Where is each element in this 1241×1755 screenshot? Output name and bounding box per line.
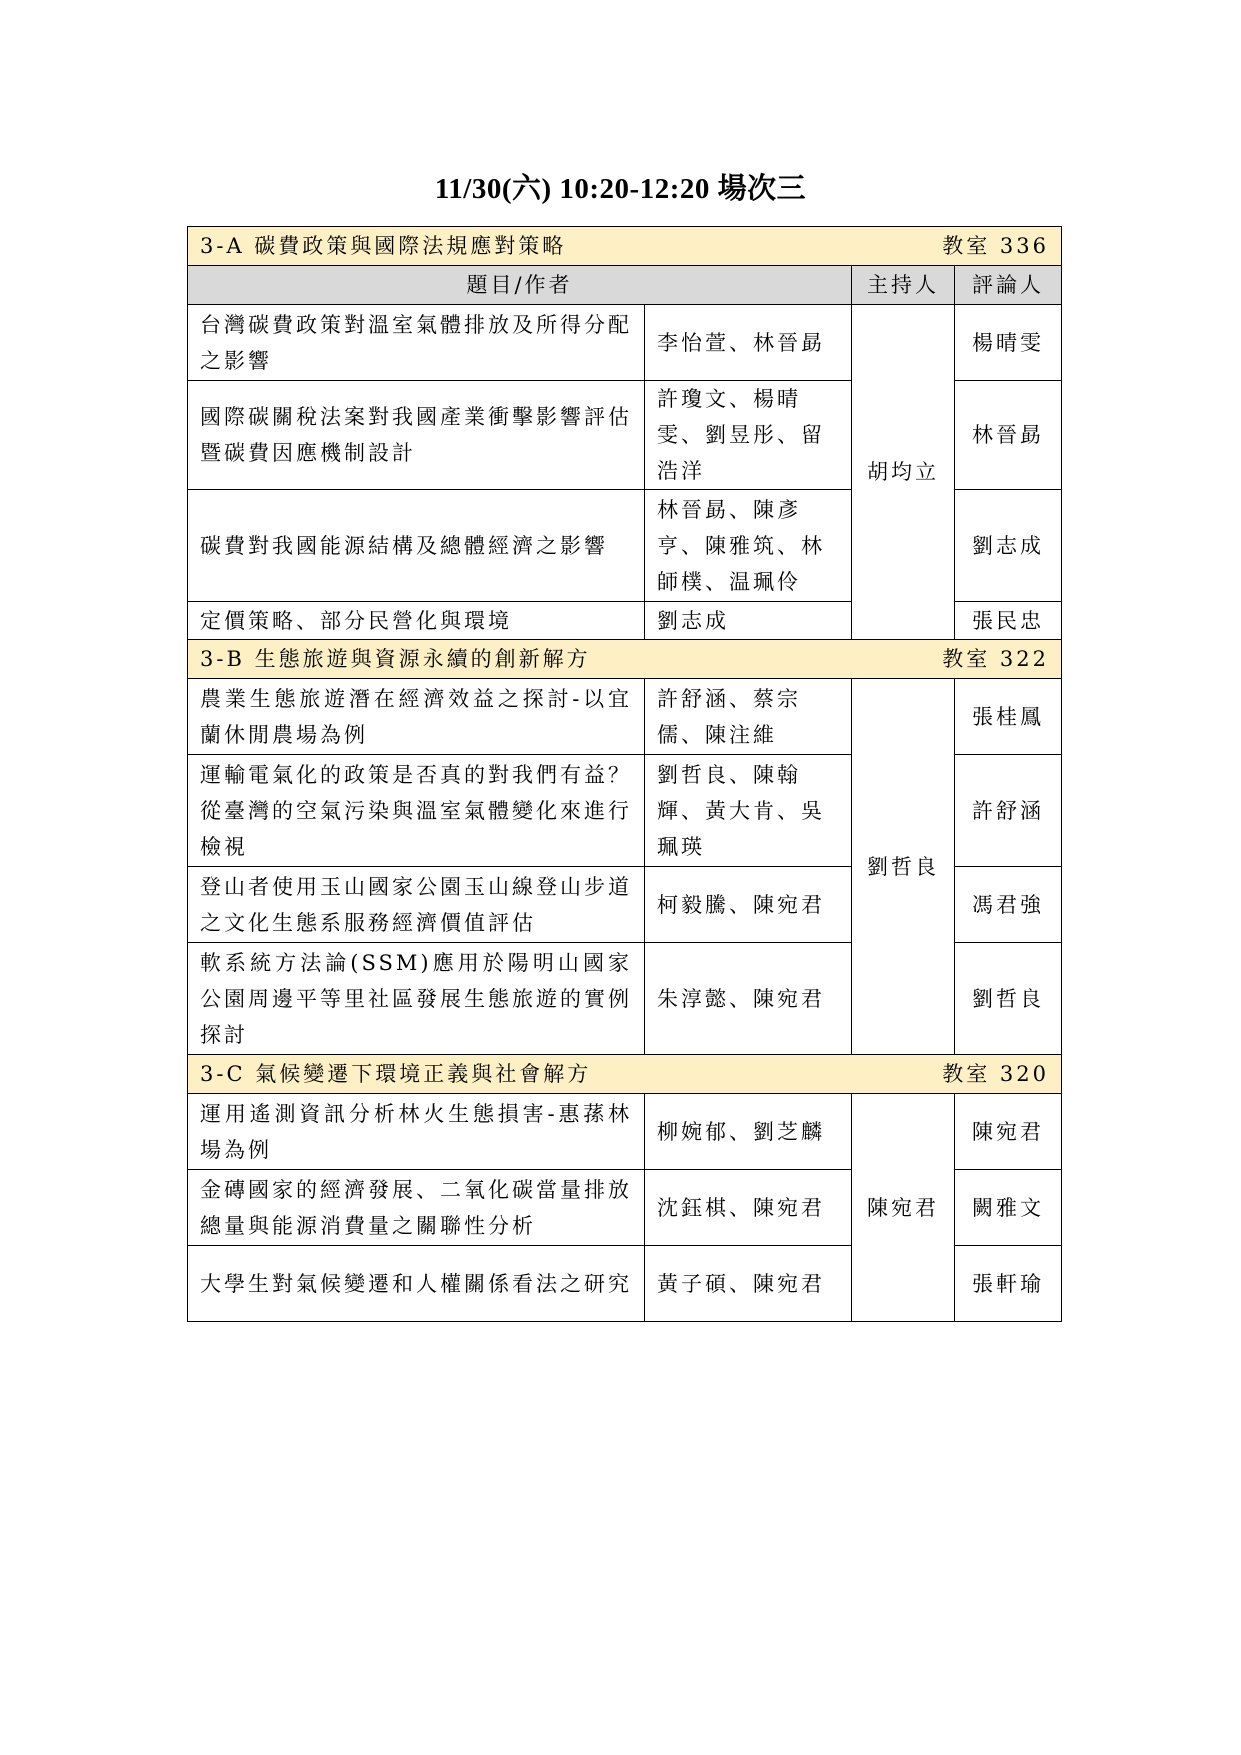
- header-title-author: 題目/作者: [188, 266, 852, 305]
- paper-authors: 李怡萱、林晉勗: [645, 305, 852, 381]
- paper-discussant: 劉志成: [955, 490, 1062, 602]
- session-moderator: 胡均立: [852, 305, 955, 640]
- paper-title: 登山者使用玉山國家公園玉山線登山步道之文化生態系服務經濟價值評估: [188, 867, 645, 943]
- schedule-table: [187, 226, 1062, 1322]
- session-room: 教室 336: [942, 234, 1049, 258]
- paper-discussant: 闕雅文: [955, 1170, 1062, 1246]
- paper-discussant: 張民忠: [955, 602, 1062, 640]
- session-name: 3-C 氣候變遷下環境正義與社會解方: [200, 1062, 592, 1086]
- paper-title: 碳費對我國能源結構及總體經濟之影響: [188, 490, 645, 602]
- paper-title: 台灣碳費政策對溫室氣體排放及所得分配之影響: [188, 305, 645, 381]
- paper-title: 軟系統方法論(SSM)應用於陽明山國家公園周邊平等里社區發展生態旅遊的實例探討: [188, 943, 645, 1055]
- paper-authors: 柯毅騰、陳宛君: [645, 867, 852, 943]
- session-name: 3-B 生態旅遊與資源永續的創新解方: [200, 647, 591, 671]
- paper-discussant: 楊晴雯: [955, 305, 1062, 381]
- session-name: 3-A 碳費政策與國際法規應對策略: [200, 234, 567, 258]
- paper-discussant: 馮君強: [955, 867, 1062, 943]
- table-row: [188, 1094, 1062, 1170]
- paper-discussant: 許舒涵: [955, 755, 1062, 867]
- paper-authors: 劉志成: [645, 602, 852, 640]
- session-moderator: 劉哲良: [852, 679, 955, 1055]
- paper-authors: 許舒涵、蔡宗儒、陳注維: [645, 679, 852, 755]
- paper-title: 定價策略、部分民營化與環境: [188, 602, 645, 640]
- paper-title: 大學生對氣候變遷和人權關係看法之研究: [188, 1246, 645, 1322]
- paper-authors: 柳婉郁、劉芝麟: [645, 1094, 852, 1170]
- table-row: [188, 305, 1062, 381]
- paper-discussant: 陳宛君: [955, 1094, 1062, 1170]
- paper-authors: 許瓊文、楊晴雯、劉昱彤、留浩洋: [645, 381, 852, 490]
- paper-authors: 黃子碩、陳宛君: [645, 1246, 852, 1322]
- header-moderator: 主持人: [852, 266, 955, 305]
- column-header-row: [188, 266, 1062, 305]
- session-header-3b: [188, 640, 1062, 679]
- session-room: 教室 322: [942, 647, 1049, 671]
- paper-authors: 沈鈺棋、陳宛君: [645, 1170, 852, 1246]
- paper-authors: 朱淳懿、陳宛君: [645, 943, 852, 1055]
- session-header-3a: [188, 227, 1062, 266]
- session-room: 教室 320: [942, 1062, 1049, 1086]
- paper-authors: 林晉勗、陳彥亨、陳雅筑、林師樸、温珮伶: [645, 490, 852, 602]
- page-title: 11/30(六) 10:20-12:20 場次三: [434, 173, 807, 205]
- paper-discussant: 張軒瑜: [955, 1246, 1062, 1322]
- paper-title: 農業生態旅遊潛在經濟效益之探討-以宜蘭休閒農場為例: [188, 679, 645, 755]
- paper-title: 運用遙測資訊分析林火生態損害-惠蓀林場為例: [188, 1094, 645, 1170]
- session-moderator: 陳宛君: [852, 1094, 955, 1322]
- paper-discussant: 張桂鳳: [955, 679, 1062, 755]
- paper-title: 運輸電氣化的政策是否真的對我們有益？從臺灣的空氣污染與溫室氣體變化來進行檢視: [188, 755, 645, 867]
- paper-title: 國際碳關稅法案對我國產業衝擊影響評估暨碳費因應機制設計: [188, 381, 645, 490]
- session-header-3c: [188, 1055, 1062, 1094]
- paper-discussant: 劉哲良: [955, 943, 1062, 1055]
- paper-title: 金磚國家的經濟發展、二氧化碳當量排放總量與能源消費量之關聯性分析: [188, 1170, 645, 1246]
- paper-discussant: 林晉勗: [955, 381, 1062, 490]
- header-discussant: 評論人: [955, 266, 1062, 305]
- paper-authors: 劉哲良、陳翰輝、黃大肯、吳珮瑛: [645, 755, 852, 867]
- table-row: [188, 679, 1062, 755]
